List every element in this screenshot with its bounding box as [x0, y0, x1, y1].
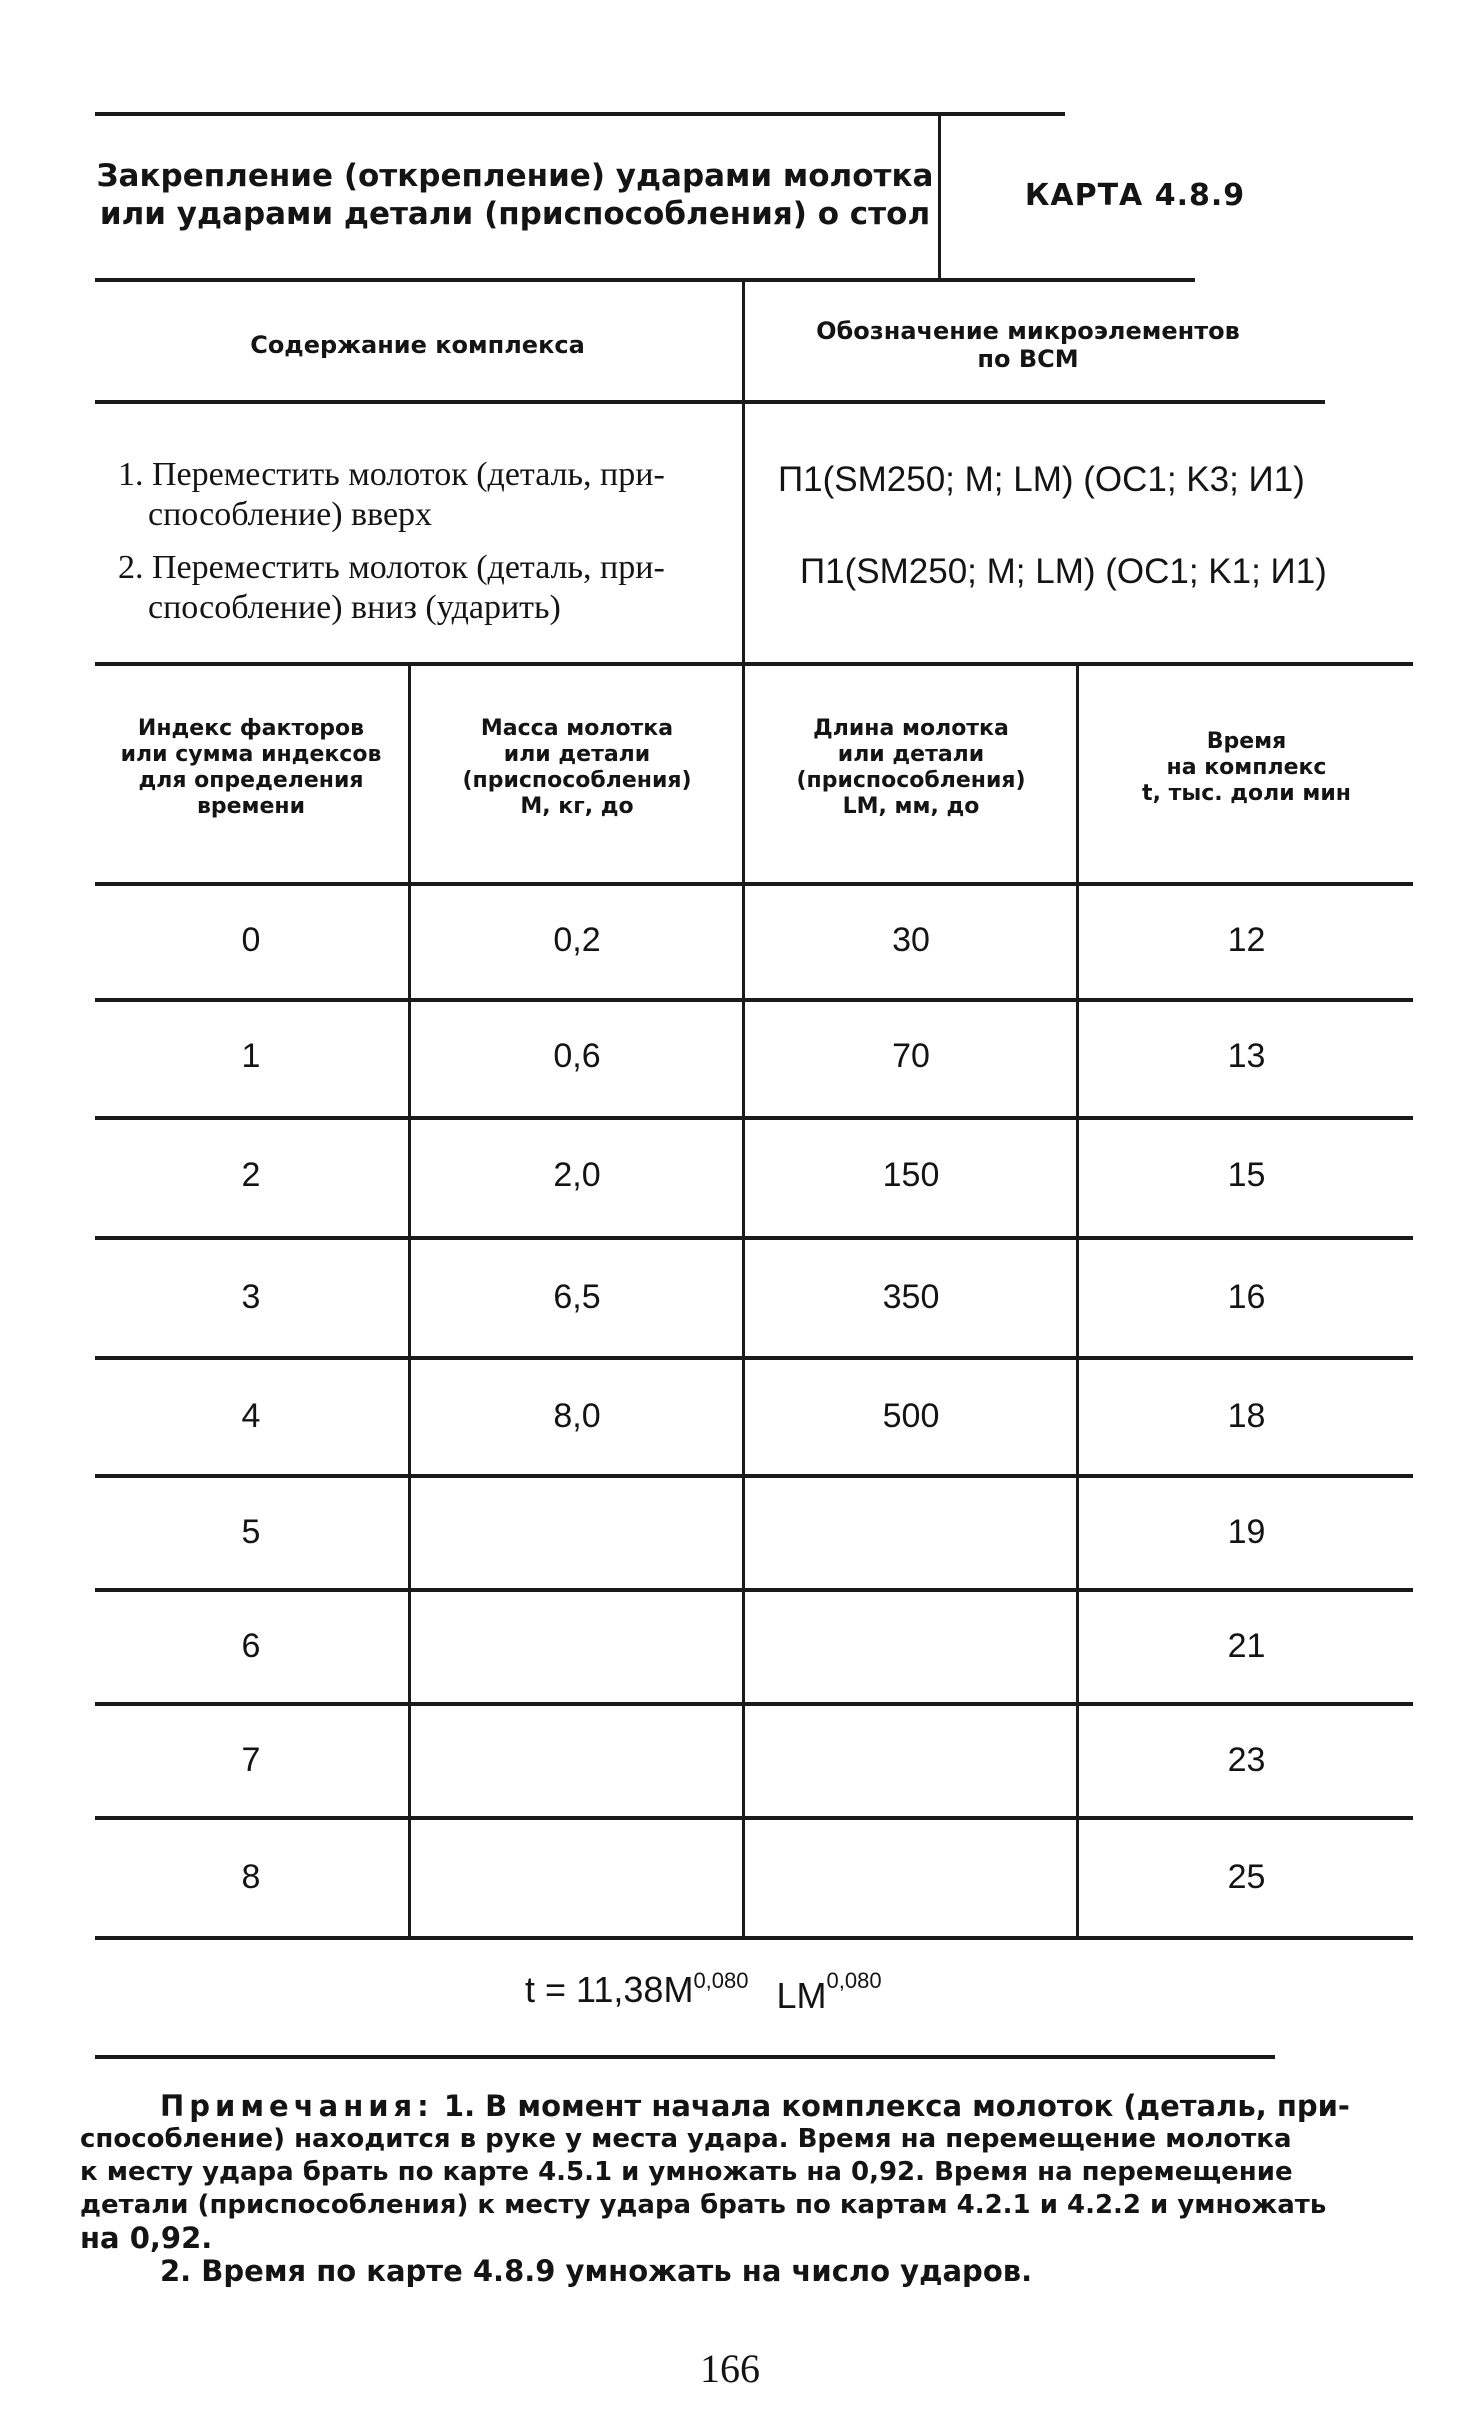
column-header-length-line2: или детали	[837, 741, 985, 767]
formula-length-term: LM	[776, 1975, 827, 2016]
table-col-divider-1	[408, 664, 411, 1937]
row-8-mass	[412, 1818, 742, 1936]
notes-line1	[80, 2090, 1420, 2123]
row-3-time: 16	[1227, 1277, 1266, 1316]
notes-line2: способление) находится в руке у места удара. Время на перемещение молотка	[80, 2124, 1292, 2154]
column-header-time	[1080, 700, 1413, 835]
time-formula	[525, 1968, 882, 2016]
table-col-divider-2	[742, 664, 745, 1937]
column-header-index-line4: времени	[196, 793, 306, 819]
column-header-index-line1: Индекс факторов	[137, 715, 365, 741]
column-header-time-line3: t, тыс. доли мин	[1142, 780, 1351, 806]
column-header-length-line1: Длина молотка	[813, 715, 1009, 741]
designation-header	[748, 310, 1308, 380]
row-2-length: 150	[882, 1156, 940, 1194]
notes-label: Примечания:	[160, 2089, 434, 2123]
row-4-time: 18	[1227, 1396, 1266, 1435]
column-header-mass-line4: M, кг, до	[520, 793, 634, 819]
row-0-length: 30	[892, 920, 930, 959]
row-2-mass: 2,0	[553, 1156, 601, 1194]
column-header-mass-line2: или детали	[503, 741, 651, 767]
card-title-line1: Закрепление (открепление) ударами молотка	[96, 158, 934, 194]
page-number: 166	[700, 2346, 760, 2391]
notes-item1-start: 1. В момент начала комплекса молоток (деталь, при-	[443, 2089, 1350, 2123]
designation-header-line2: по ВСМ	[977, 345, 1079, 373]
notes-line5: на 0,92.	[80, 2221, 213, 2255]
row-2-time: 15	[1227, 1156, 1266, 1194]
row-5-time: 19	[1227, 1512, 1266, 1551]
formula-lhs: t = 11,38M	[525, 1969, 694, 2010]
row-1-time: 13	[1227, 1036, 1266, 1075]
row-6-length	[746, 1590, 1076, 1702]
step-1-code: П1(SM250; M; LM) (OC1; K3; И1)	[778, 460, 1305, 499]
rule-above-table	[95, 662, 1413, 666]
step-1-line1: 1. Переместить молоток (деталь, при-	[118, 456, 665, 493]
column-header-length-line4: LM, мм, до	[842, 793, 980, 819]
rule-content-divider	[742, 278, 745, 663]
column-header-mass	[412, 700, 742, 835]
row-8-index: 8	[241, 1857, 261, 1896]
row-5-index: 5	[241, 1512, 261, 1551]
row-0-mass: 0,2	[553, 920, 601, 959]
column-header-time-line2: на комплекс	[1166, 754, 1327, 780]
row-6-time: 21	[1227, 1626, 1266, 1665]
rule-below-formula	[95, 2055, 1275, 2059]
row-3-mass: 6,5	[553, 1277, 601, 1316]
step-2-line1: 2. Переместить молоток (деталь, при-	[118, 549, 665, 586]
column-header-mass-line3: (приспособления)	[462, 767, 692, 793]
row-0-index: 0	[241, 920, 261, 959]
designation-header-line1: Обозначение микроэлементов	[816, 317, 1240, 345]
rule-top	[95, 112, 1065, 116]
row-2-index: 2	[241, 1156, 261, 1194]
notes-block	[80, 2090, 1420, 2288]
row-8-time: 25	[1227, 1857, 1266, 1896]
row-3-length: 350	[882, 1277, 940, 1316]
row-7-time: 23	[1227, 1740, 1266, 1779]
column-header-length-line3: (приспособления)	[796, 767, 1026, 793]
card-title	[95, 150, 935, 240]
row-6-mass	[412, 1590, 742, 1702]
row-1-length: 70	[892, 1036, 930, 1075]
row-6-index: 6	[241, 1626, 261, 1665]
step-2-line2: способление) вниз (ударить)	[148, 589, 561, 626]
rule-header-divider	[938, 112, 941, 278]
column-header-mass-line1: Масса молотка	[480, 715, 674, 741]
row-1-mass: 0,6	[553, 1036, 601, 1075]
rule-table-bottom	[95, 1936, 1413, 1940]
step-1-text	[118, 455, 728, 535]
card-title-line2: или ударами детали (приспособления) о стол	[99, 196, 931, 232]
notes-line6: 2. Время по карте 4.8.9 умножать на число ударов.	[160, 2254, 1033, 2288]
column-header-index-line2: или сумма индексов	[120, 741, 382, 767]
notes-line3: к месту удара брать по карте 4.5.1 и умножать на 0,92. Время на перемещение	[80, 2157, 1293, 2187]
column-header-index	[95, 700, 407, 835]
row-4-index: 4	[241, 1396, 261, 1435]
row-0-time: 12	[1227, 920, 1266, 959]
step-2-code: П1(SM250; M; LM) (OC1; K1; И1)	[800, 552, 1327, 591]
row-4-length: 500	[882, 1396, 940, 1435]
column-header-length	[746, 700, 1076, 835]
row-3-index: 3	[241, 1277, 261, 1316]
formula-exponent-length: 0,080	[826, 1968, 882, 1993]
content-header: Содержание комплекса	[250, 331, 585, 359]
row-7-mass	[412, 1704, 742, 1816]
row-8-length	[746, 1818, 1076, 1936]
column-header-index-line3: для определения	[138, 767, 364, 793]
table-col-divider-3	[1076, 664, 1079, 1937]
row-1-index: 1	[241, 1036, 261, 1075]
column-header-time-line1: Время	[1206, 728, 1287, 754]
row-5-length	[746, 1476, 1076, 1588]
notes-line4: детали (приспособления) к месту удара брать по картам 4.2.1 и 4.2.2 и умножать	[80, 2190, 1327, 2220]
formula-exponent-mass: 0,080	[693, 1968, 749, 1993]
step-1-line2: способление) вверх	[148, 496, 433, 533]
card-number: КАРТА 4.8.9	[1024, 177, 1246, 213]
row-4-mass: 8,0	[553, 1396, 601, 1435]
row-5-mass	[412, 1476, 742, 1588]
rule-below-content-header	[95, 400, 1325, 404]
step-2-text	[118, 548, 728, 628]
row-7-length	[746, 1704, 1076, 1816]
row-7-index: 7	[241, 1740, 261, 1779]
rule-below-title	[95, 278, 1195, 282]
